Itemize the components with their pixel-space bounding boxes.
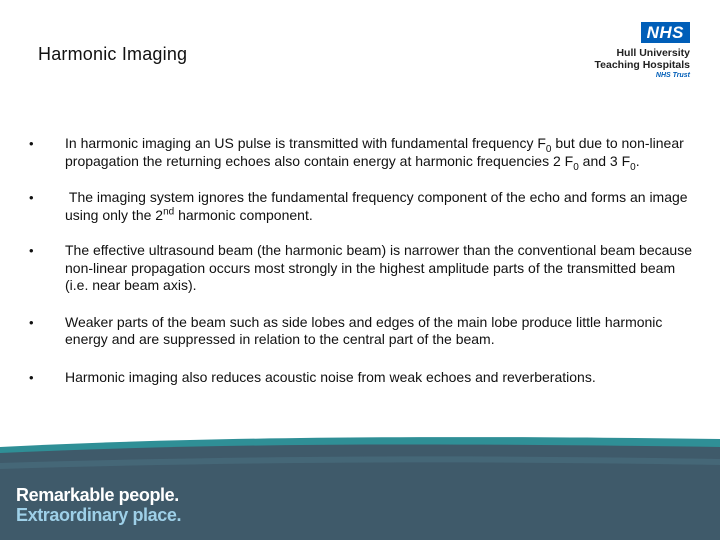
logo-line-teaching-hospitals: Teaching Hospitals (594, 59, 690, 71)
bullet-text: but due to non-linear propagation the returning echoes also contain energy at harmonic frequencies 2 F (65, 135, 684, 169)
subscript: 0 (630, 161, 636, 173)
footer-tagline-2: Extraordinary place. (16, 505, 182, 525)
bullet-text: In harmonic imaging an US pulse is transmitted with fundamental frequency F (65, 135, 546, 151)
nhs-trust-logo (580, 22, 690, 81)
bullet-item: • The effective ultrasound beam (the harmonic beam) is narrower than the conventional beam because non-linear propagation occurs most strongly in the highest amplitude parts of the transmitted beam (i.e. near beam axis). (26, 242, 696, 295)
bullet-list (26, 135, 696, 386)
bullet-item: • Harmonic imaging also reduces acoustic noise from weak echoes and reverberations. (26, 369, 696, 387)
bullet-text: and 3 F (578, 152, 631, 169)
nhs-logo-badge: NHS (641, 22, 690, 43)
bullet-text: harmonic component. (174, 206, 313, 223)
subscript: 0 (573, 161, 579, 173)
bullet-item (26, 135, 696, 173)
logo-line-hull-university: Hull University (616, 47, 690, 59)
slide-title: Harmonic Imaging (38, 44, 188, 64)
footer-banner (0, 435, 720, 540)
logo-line-nhs-trust: NHS Trust (655, 72, 690, 79)
bullet-item (26, 189, 696, 224)
bullet-text: The imaging system ignores the fundamental frequency component of the echo and forms an image using only the 2 (65, 189, 692, 223)
subscript: 0 (545, 143, 552, 155)
footer-tagline-1: Remarkable people. (16, 485, 179, 505)
bullet-item: • Weaker parts of the beam such as side lobes and edges of the main lobe produce little harmonic energy and are suppressed in relation to the central part of the beam. (26, 314, 696, 349)
superscript: nd (163, 205, 175, 217)
bullet-text: . (635, 152, 640, 169)
